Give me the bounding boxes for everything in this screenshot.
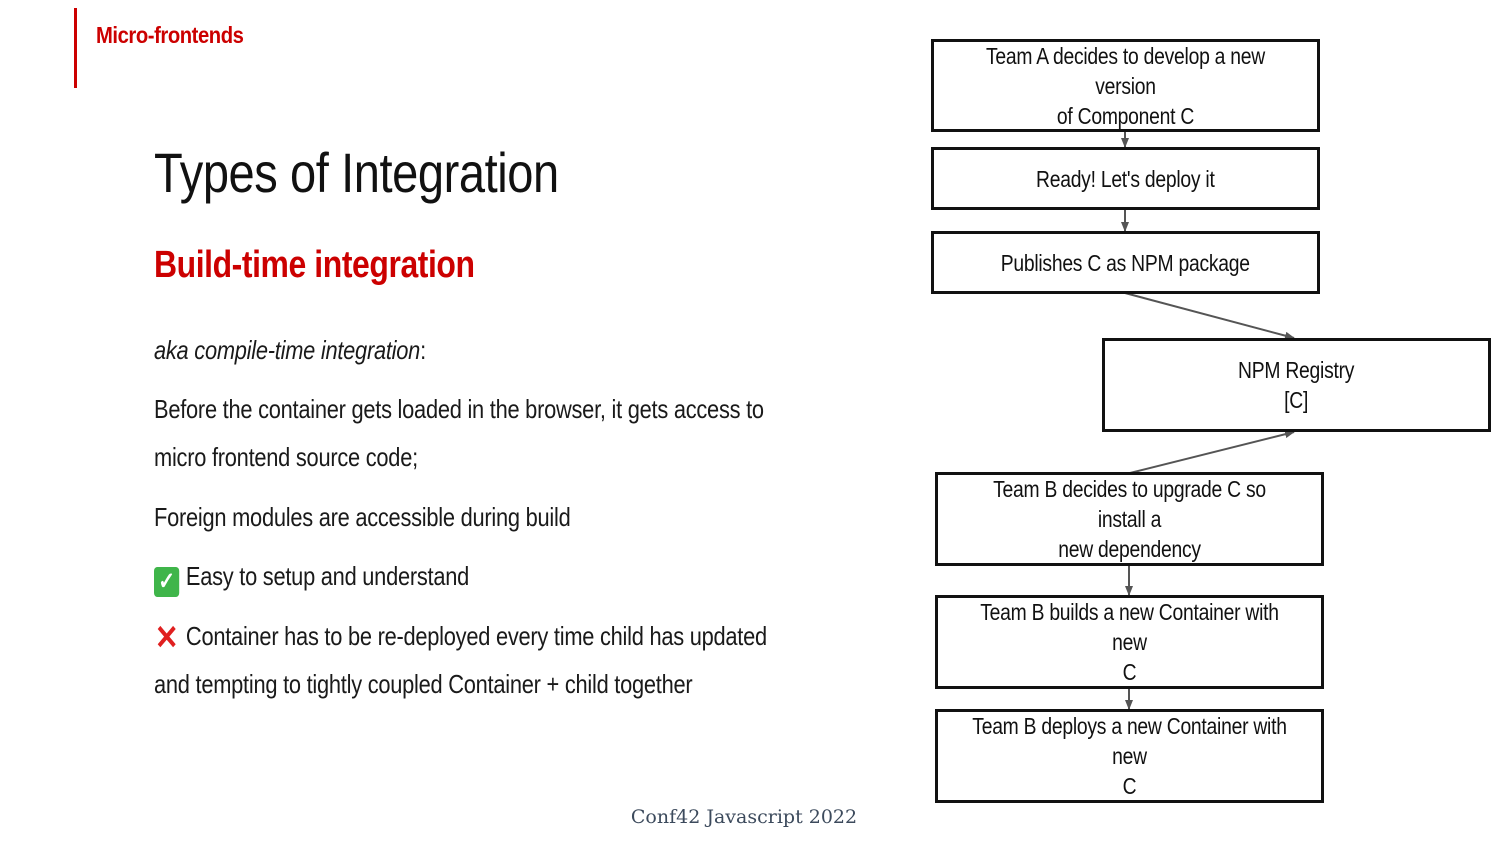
box-team-b-upgrade <box>935 472 1324 566</box>
box-ready-deploy <box>931 147 1320 210</box>
box-publishes-npm <box>931 231 1320 294</box>
footer-text: Conf42 Javascript 2022 <box>630 806 858 828</box>
check-mark-icon: ✓ <box>154 567 179 597</box>
box-upgrade-line1: Team B decides to upgrade C so install a <box>993 476 1266 532</box>
section-label: Micro-frontends <box>96 22 244 48</box>
box-team-a-line2: of Component C <box>1056 102 1195 129</box>
body-line-3: Foreign modules are accessible during build <box>154 502 571 532</box>
box-team-b-deploys <box>935 709 1324 803</box>
cross-mark-icon: ✕ <box>154 619 179 657</box>
arrow-upgrade-to-registry <box>1130 432 1294 473</box>
slide-title: Types of Integration <box>154 141 559 204</box>
pro-text: Easy to setup and understand <box>185 561 470 591</box>
body-line-2: micro frontend source code; <box>154 442 418 472</box>
box-registry-line2: [C] <box>1284 387 1309 413</box>
body-line-1: Before the container gets loaded in the browser, it gets access to <box>154 394 764 424</box>
box-builds-line1: Team B builds a new Container with new <box>980 599 1279 655</box>
arrow-publish-to-registry <box>1125 293 1294 338</box>
aka-suffix: : <box>420 335 426 365</box>
box-team-b-builds <box>935 595 1324 689</box>
box-builds-line2: C <box>1122 659 1137 685</box>
box-team-a-decides <box>931 39 1320 132</box>
box-ready-line1: Ready! Let's deploy it <box>1036 165 1215 192</box>
con-line-2: and tempting to tightly coupled Container + child together <box>154 669 693 699</box>
slide-subtitle: Build-time integration <box>154 244 475 286</box>
box-deploys-line2: C <box>1122 773 1137 799</box>
box-registry-line1: NPM Registry <box>1238 357 1355 383</box>
con-text-1: Container has to be re-deployed every time child has updated <box>185 621 767 651</box>
aka-text: aka compile-time integration <box>154 335 421 365</box>
box-npm-registry <box>1102 338 1491 432</box>
box-deploys-line1: Team B deploys a new Container with new <box>972 713 1287 769</box>
box-publishes-line1: Publishes C as NPM package <box>1000 249 1251 276</box>
box-team-a-line1: Team A decides to develop a new version <box>986 42 1265 99</box>
box-upgrade-line2: new dependency <box>1058 536 1201 562</box>
